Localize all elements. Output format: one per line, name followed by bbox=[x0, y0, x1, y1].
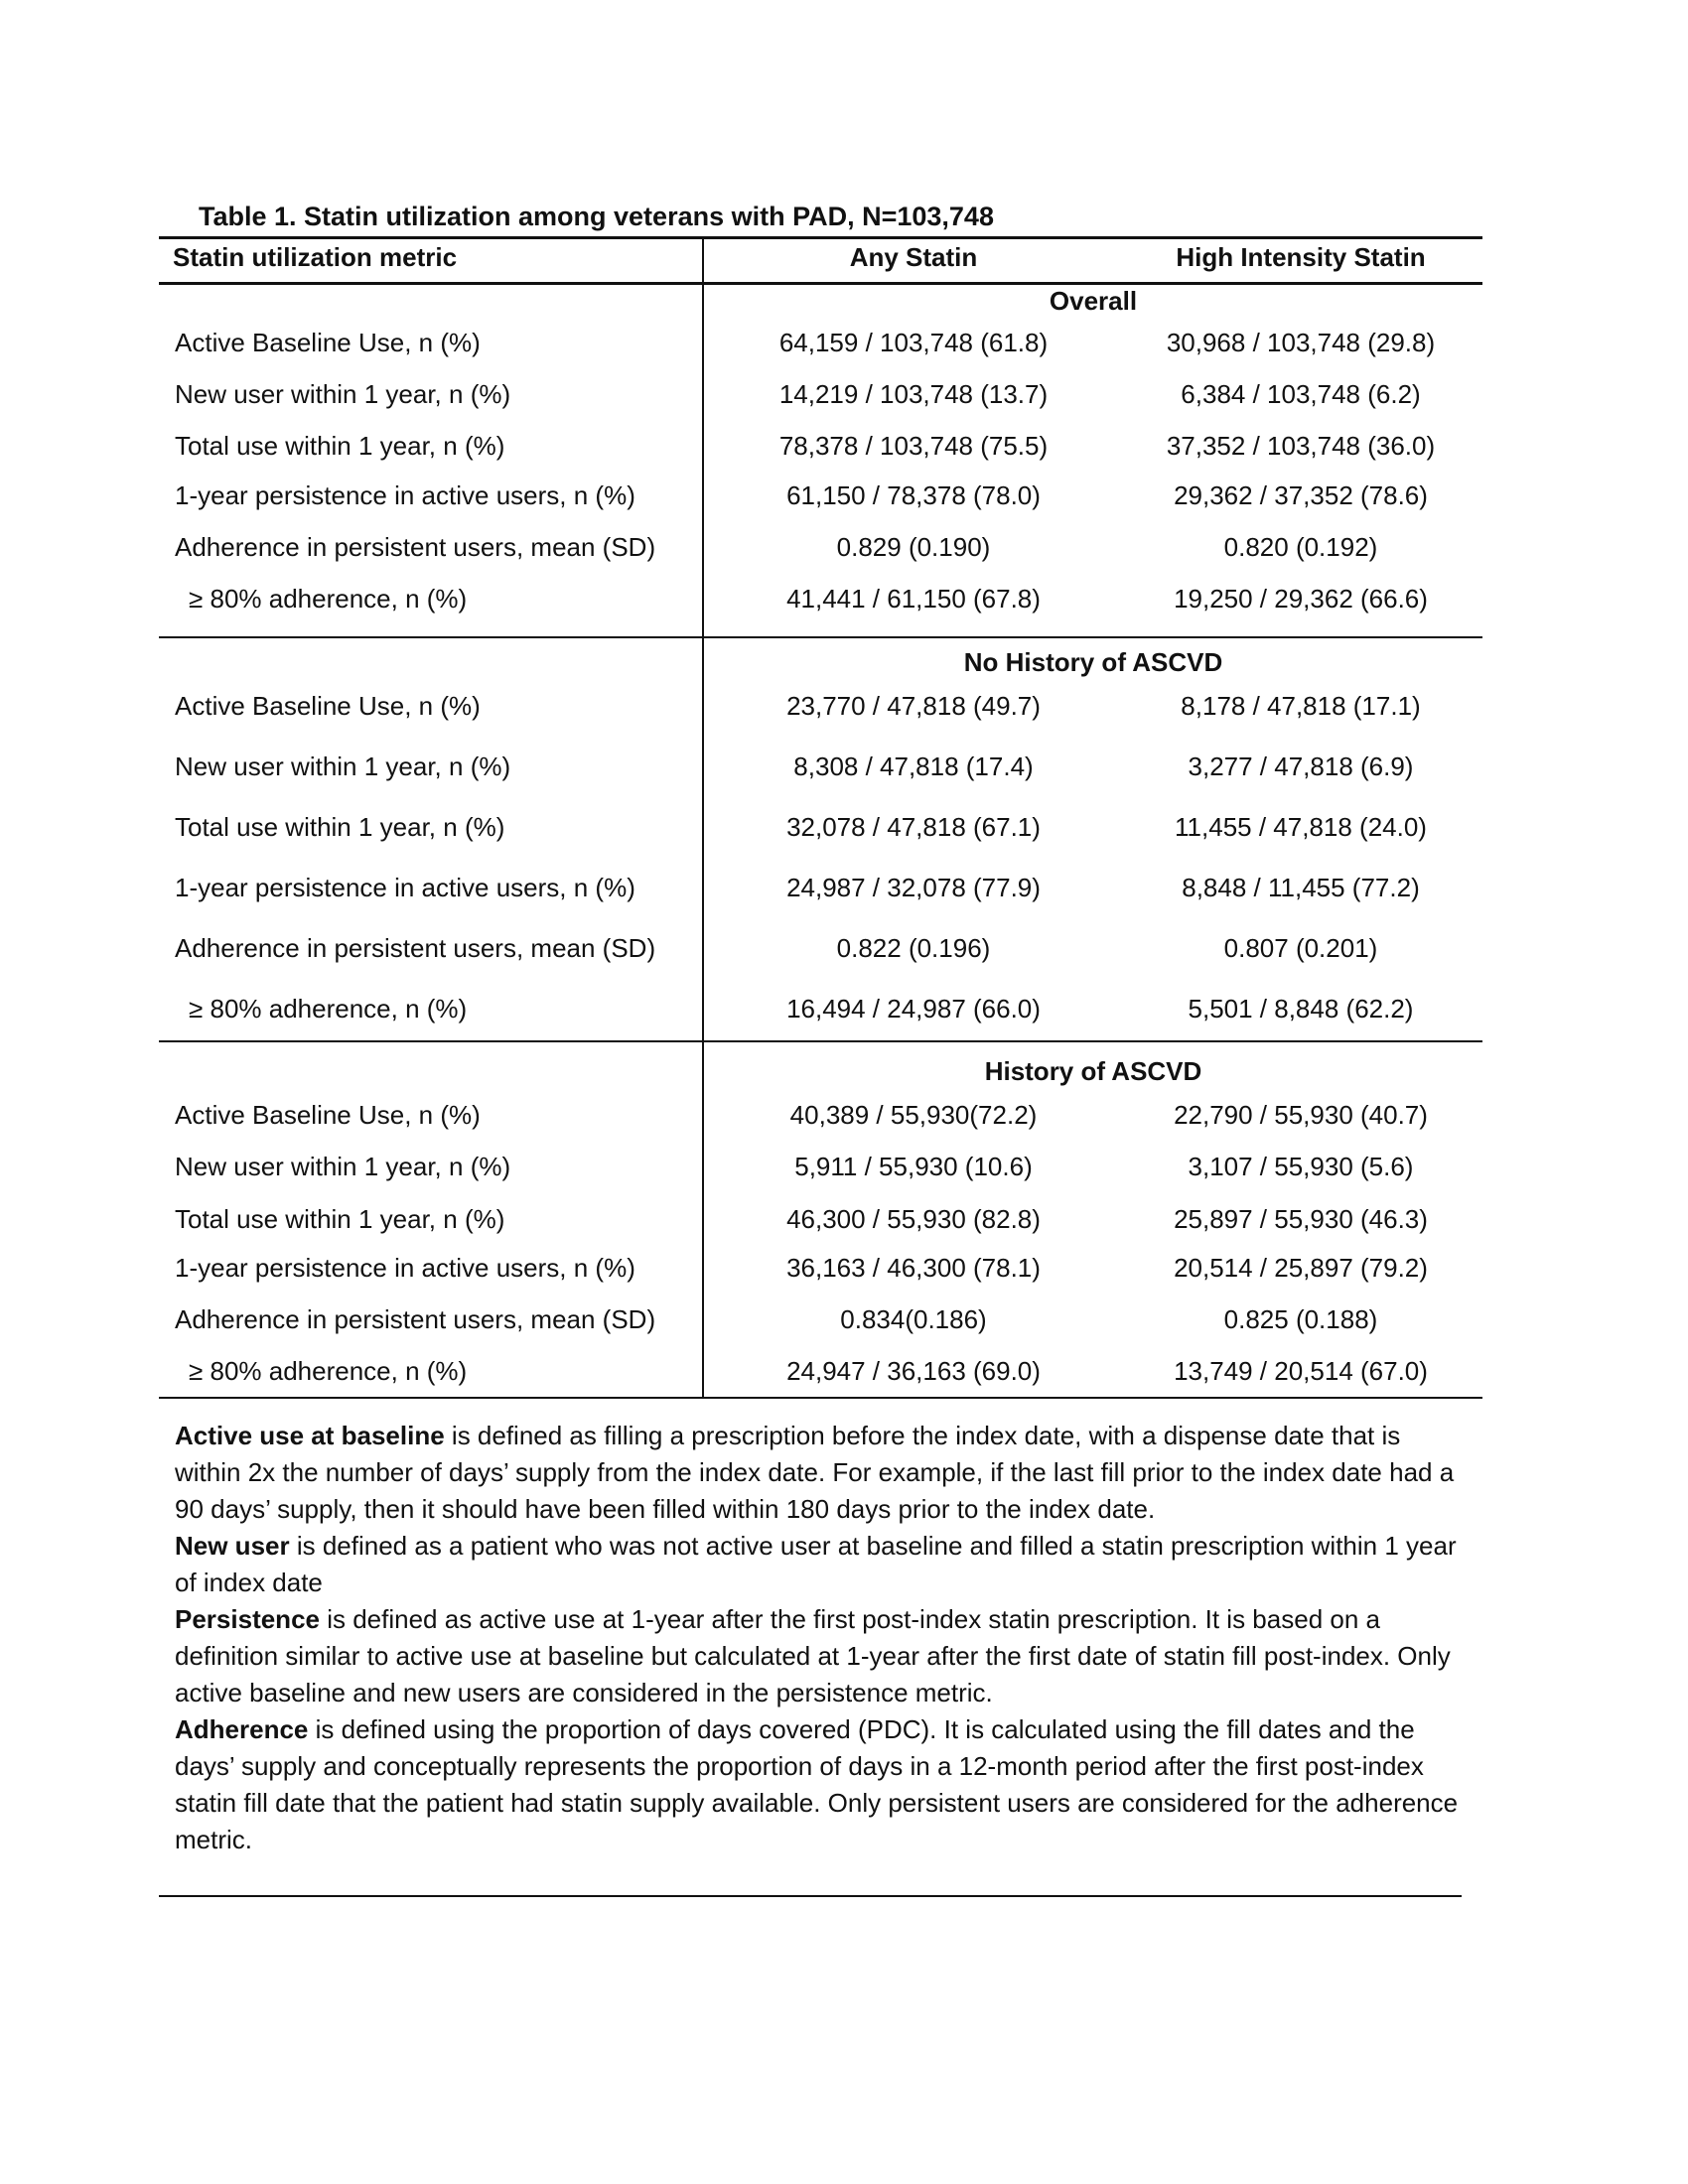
any-statin-cell: 24,947 / 36,163 (69.0) bbox=[786, 1356, 1041, 1386]
footnote-persistence bbox=[175, 1601, 1466, 1711]
high-intensity-cell: 3,107 / 55,930 (5.6) bbox=[1188, 1152, 1414, 1181]
metric-cell: ≥ 80% adherence, n (%) bbox=[189, 994, 468, 1024]
header-high-intensity-statin: High Intensity Statin bbox=[1176, 242, 1426, 272]
metric-cell: New user within 1 year, n (%) bbox=[175, 751, 511, 781]
high-intensity-cell: 8,848 / 11,455 (77.2) bbox=[1182, 873, 1420, 902]
header-metric: Statin utilization metric bbox=[173, 242, 458, 272]
table-footnotes bbox=[175, 1418, 1466, 1858]
high-intensity-cell: 0.807 (0.201) bbox=[1223, 933, 1378, 963]
footnote-term: Adherence bbox=[175, 1714, 309, 1744]
metric-cell: Total use within 1 year, n (%) bbox=[175, 1204, 505, 1234]
table-row bbox=[159, 812, 1482, 848]
section-divider-rule bbox=[159, 636, 1482, 638]
any-statin-cell: 64,159 / 103,748 (61.8) bbox=[778, 328, 1049, 357]
high-intensity-cell: 0.820 (0.192) bbox=[1223, 532, 1378, 562]
any-statin-cell: 41,441 / 61,150 (67.8) bbox=[786, 584, 1041, 614]
footnotes-bottom-rule bbox=[159, 1895, 1462, 1897]
metric-cell: Adherence in persistent users, mean (SD) bbox=[175, 1304, 656, 1334]
table-row bbox=[159, 1152, 1482, 1187]
any-statin-cell: 5,911 / 55,930 (10.6) bbox=[794, 1152, 1033, 1181]
any-statin-cell: 0.829 (0.190) bbox=[836, 532, 991, 562]
any-statin-cell: 32,078 / 47,818 (67.1) bbox=[786, 812, 1041, 842]
table-row bbox=[159, 431, 1482, 467]
table-row bbox=[159, 873, 1482, 908]
high-intensity-cell: 5,501 / 8,848 (62.2) bbox=[1188, 994, 1414, 1024]
footnote-text: is defined using the proportion of days covered (PDC). It is calculated using the fill dates and the days’ supply and conceptually represents the proportion of days in a 12-month period after the first post-index statin fill date that the patient had statin supply available. Only persistent users are considered for the adherence metric. bbox=[175, 1714, 1459, 1854]
section-label-no-history-ascvd: No History of ASCVD bbox=[963, 647, 1223, 677]
table-row bbox=[159, 933, 1482, 969]
table-row bbox=[159, 691, 1482, 727]
high-intensity-cell: 3,277 / 47,818 (6.9) bbox=[1188, 751, 1414, 781]
table-row bbox=[159, 584, 1482, 619]
any-statin-cell: 46,300 / 55,930 (82.8) bbox=[786, 1204, 1041, 1234]
table-row bbox=[159, 532, 1482, 568]
footnote-term: New user bbox=[175, 1531, 290, 1561]
any-statin-cell: 8,308 / 47,818 (17.4) bbox=[793, 751, 1034, 781]
high-intensity-cell: 11,455 / 47,818 (24.0) bbox=[1175, 812, 1427, 842]
table-row bbox=[159, 994, 1482, 1029]
any-statin-cell: 61,150 / 78,378 (78.0) bbox=[786, 480, 1041, 510]
footnote-text: is defined as a patient who was not active user at baseline and filled a statin prescription within 1 year of index date bbox=[175, 1531, 1457, 1597]
table-row bbox=[159, 1100, 1482, 1136]
metric-cell: 1-year persistence in active users, n (%) bbox=[175, 480, 635, 510]
table-row bbox=[159, 1253, 1482, 1289]
metric-cell: ≥ 80% adherence, n (%) bbox=[189, 1356, 468, 1386]
high-intensity-cell: 22,790 / 55,930 (40.7) bbox=[1174, 1100, 1428, 1130]
footnote-new-user bbox=[175, 1528, 1466, 1601]
table-bottom-rule bbox=[159, 1397, 1482, 1399]
any-statin-cell: 36,163 / 46,300 (78.1) bbox=[786, 1253, 1041, 1283]
metric-cell: New user within 1 year, n (%) bbox=[175, 379, 511, 409]
high-intensity-cell: 13,749 / 20,514 (67.0) bbox=[1174, 1356, 1428, 1386]
any-statin-cell: 16,494 / 24,987 (66.0) bbox=[786, 994, 1041, 1024]
section-label-overall: Overall bbox=[1049, 286, 1138, 316]
high-intensity-cell: 8,178 / 47,818 (17.1) bbox=[1181, 691, 1421, 721]
table-row bbox=[159, 480, 1482, 516]
high-intensity-cell: 30,968 / 103,748 (29.8) bbox=[1166, 328, 1436, 357]
any-statin-cell: 78,378 / 103,748 (75.5) bbox=[778, 431, 1049, 461]
table-top-rule bbox=[159, 236, 1482, 239]
table-row bbox=[159, 1204, 1482, 1240]
header-any-statin: Any Statin bbox=[849, 242, 978, 272]
any-statin-cell: 14,219 / 103,748 (13.7) bbox=[778, 379, 1049, 409]
metric-cell: Total use within 1 year, n (%) bbox=[175, 431, 505, 461]
footnote-term: Active use at baseline bbox=[175, 1421, 445, 1450]
metric-cell: ≥ 80% adherence, n (%) bbox=[189, 584, 468, 614]
metric-cell: Active Baseline Use, n (%) bbox=[175, 328, 481, 357]
any-statin-cell: 24,987 / 32,078 (77.9) bbox=[786, 873, 1041, 902]
high-intensity-cell: 20,514 / 25,897 (79.2) bbox=[1174, 1253, 1428, 1283]
metric-cell: Active Baseline Use, n (%) bbox=[175, 691, 481, 721]
high-intensity-cell: 19,250 / 29,362 (66.6) bbox=[1174, 584, 1428, 614]
any-statin-cell: 23,770 / 47,818 (49.7) bbox=[786, 691, 1041, 721]
footnote-text: is defined as filling a prescription before the index date, with a dispense date that is within 2x the number of days’ supply from the index date. For example, if the last fill prior to the index date had a 90 days’ supply, then it should have been filled within 180 days prior to the index date. bbox=[175, 1421, 1455, 1524]
table-row bbox=[159, 1304, 1482, 1340]
metric-cell: New user within 1 year, n (%) bbox=[175, 1152, 511, 1181]
high-intensity-cell: 6,384 / 103,748 (6.2) bbox=[1181, 379, 1421, 409]
metric-cell: Active Baseline Use, n (%) bbox=[175, 1100, 481, 1130]
metric-cell: Adherence in persistent users, mean (SD) bbox=[175, 532, 656, 562]
section-divider-rule bbox=[159, 1040, 1482, 1042]
high-intensity-cell: 37,352 / 103,748 (36.0) bbox=[1166, 431, 1436, 461]
footnote-active-use bbox=[175, 1418, 1466, 1528]
footnote-adherence bbox=[175, 1711, 1466, 1858]
metric-cell: Total use within 1 year, n (%) bbox=[175, 812, 505, 842]
table-row bbox=[159, 328, 1482, 363]
high-intensity-cell: 25,897 / 55,930 (46.3) bbox=[1174, 1204, 1428, 1234]
table-row bbox=[159, 379, 1482, 415]
header-bottom-rule bbox=[159, 282, 1482, 285]
section-label-history-ascvd: History of ASCVD bbox=[984, 1056, 1202, 1086]
metric-cell: 1-year persistence in active users, n (%) bbox=[175, 1253, 635, 1283]
metric-cell: 1-year persistence in active users, n (%) bbox=[175, 873, 635, 902]
any-statin-cell: 0.822 (0.196) bbox=[836, 933, 991, 963]
any-statin-cell: 40,389 / 55,930(72.2) bbox=[789, 1100, 1038, 1130]
any-statin-cell: 0.834(0.186) bbox=[840, 1304, 987, 1334]
table-row bbox=[159, 1356, 1482, 1392]
table-row bbox=[159, 751, 1482, 787]
table-title: Table 1. Statin utilization among veterans with PAD, N=103,748 bbox=[199, 202, 994, 231]
high-intensity-cell: 0.825 (0.188) bbox=[1223, 1304, 1378, 1334]
high-intensity-cell: 29,362 / 37,352 (78.6) bbox=[1174, 480, 1428, 510]
footnote-term: Persistence bbox=[175, 1604, 320, 1634]
footnote-text: is defined as active use at 1-year after the first post-index statin prescription. It is based on a definition similar to active use at baseline but calculated at 1-year after the first date of statin fill post-index. Only active baseline and new users are considered in the persistence metric. bbox=[175, 1604, 1451, 1707]
metric-cell: Adherence in persistent users, mean (SD) bbox=[175, 933, 656, 963]
